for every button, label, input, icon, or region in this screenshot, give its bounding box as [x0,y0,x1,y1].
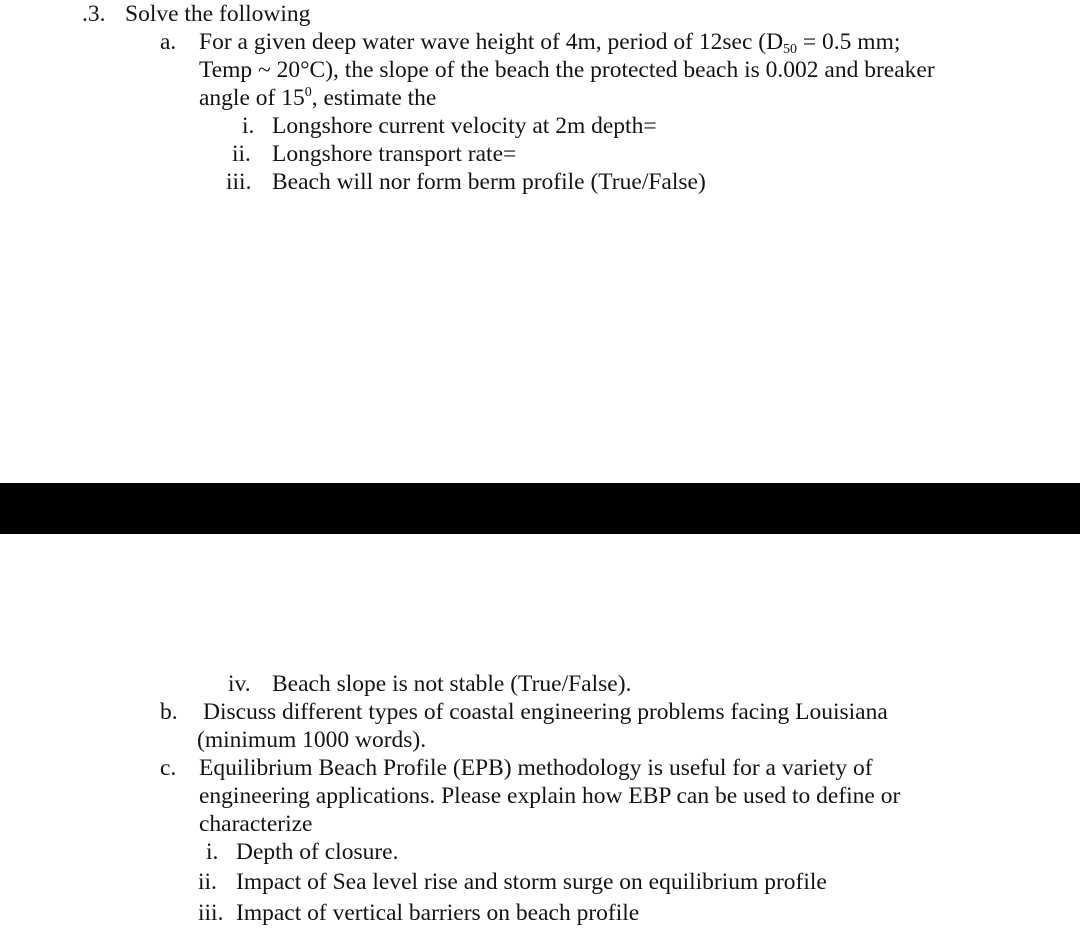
part-a-marker: a. [160,29,177,55]
redaction-bar [0,483,1080,534]
part-b-marker: b. [160,699,178,725]
part-a-item-marker: ii. [232,141,251,167]
part-a-item-text: Beach will nor form berm profile (True/False) [272,169,706,195]
part-a-item-marker: iv. [228,671,251,697]
part-c-line-3: characterize [199,811,313,837]
part-c-item-text: Depth of closure. [236,839,399,865]
question-title: Solve the following [125,1,311,27]
part-c-marker: c. [160,755,177,781]
part-c-item-marker: ii. [198,869,217,895]
part-c-item-text: Impact of vertical barriers on beach profile [236,900,640,926]
part-c-line-2: engineering applications. Please explain how EBP can be used to define or [199,783,901,809]
part-c-line-1: Equilibrium Beach Profile (EPB) methodology is useful for a variety of [199,755,873,781]
part-a-line-3: angle of $15^0$, estimate the [199,85,437,111]
part-b-line-2: (minimum 1000 words). [197,727,427,753]
part-a-item-marker: i. [242,113,255,139]
question-number: .3. [82,1,106,27]
part-a-item-text: Longshore current velocity at 2m depth= [272,113,657,139]
part-b-line-1: Discuss different types of coastal engineering problems facing Louisiana [203,699,888,725]
part-a-item-text: Beach slope is not stable (True/False). [272,671,632,697]
part-a-line-2: Temp ~ 20°C), the slope of the beach the protected beach is 0.002 and breaker [199,57,935,83]
part-a-item-text: Longshore transport rate= [272,141,517,167]
part-a-line-1: For a given deep water wave height of 4m, period of 12sec ($D_{50} = 0.5$ mm; [199,29,901,57]
part-c-item-text: Impact of Sea level rise and storm surge on equilibrium profile [236,869,827,895]
part-a-item-marker: iii. [226,169,252,195]
part-c-item-marker: iii. [198,900,224,926]
part-c-item-marker: i. [206,839,219,865]
